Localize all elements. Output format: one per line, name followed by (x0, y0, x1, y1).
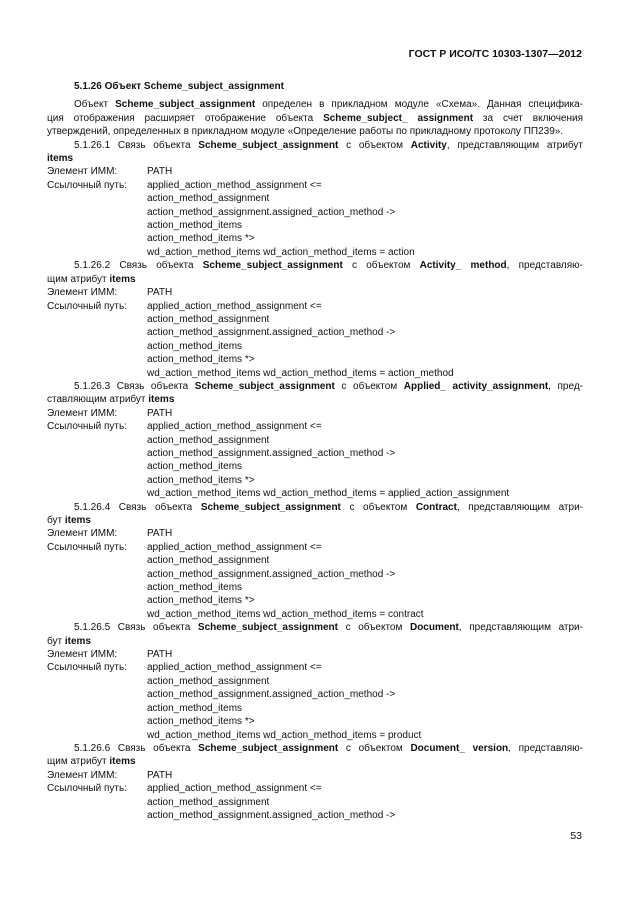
subsection-title: 5.1.26.2 Связь объекта Scheme_subject_assignment с объектом Activity_ method, представляю- (74, 260, 583, 272)
subsection-5-1-26-5 (47, 621, 583, 742)
subsection-title: 5.1.26.1 Связь объекта Scheme_subject_assignment с объектом Activity, представляющим атрибут (74, 139, 583, 151)
path-line: action_method_assignment.assigned_action_method -> (147, 206, 396, 218)
subsection-title-cont: бут items (47, 515, 91, 526)
path-line: wd_action_method_items wd_action_method_items = applied_action_assignment (147, 488, 510, 500)
aim-element-row: Элемент ИММ: PATH (47, 287, 173, 299)
subsection-title-cont: items (47, 153, 74, 165)
path-line: action_method_items (147, 340, 243, 352)
path-line: action_method_assignment.assigned_action_method -> (147, 327, 396, 339)
ref-path-row: Ссылочный путь: applied_action_method_assignment <= (47, 783, 322, 795)
subsection-5-1-26-6 (47, 742, 583, 822)
aim-element-row: Элемент ИММ: PATH (47, 769, 173, 781)
subsection-title: 5.1.26.6 Связь объекта Scheme_subject_assignment с объектом Document_ version, представляю- (74, 742, 583, 754)
path-line: action_method_items *> (147, 233, 255, 245)
path-line: wd_action_method_items wd_action_method_items = action (147, 246, 415, 258)
path-line: wd_action_method_items wd_action_method_items = contract (147, 608, 424, 620)
subsection-title-cont: щим атрибут items (47, 756, 136, 768)
path-line: wd_action_method_items wd_action_method_items = product (147, 729, 422, 741)
subsection-5-1-26-3 (47, 380, 583, 501)
subsection-5-1-26-4 (47, 501, 583, 622)
subsection-title-cont: щим атрибут items (47, 273, 136, 285)
page-number: 53 (570, 830, 582, 842)
path-line: action_method_assignment.assigned_action_method -> (147, 689, 396, 701)
subsection-title: 5.1.26.5 Связь объекта Scheme_subject_assignment с объектом Document, представляющим атри- (74, 622, 583, 634)
path-line: action_method_items *> (147, 595, 255, 607)
path-line: action_method_assignment (147, 555, 270, 567)
subsection-title: 5.1.26.4 Связь объекта Scheme_subject_assignment с объектом Contract, представляющим атри- (74, 501, 583, 513)
ref-path-row: Ссылочный путь: applied_action_method_assignment <= (47, 300, 322, 312)
section-heading: 5.1.26 Объект Scheme_subject_assignment (74, 81, 284, 92)
path-line: wd_action_method_items wd_action_method_items = action_method (147, 367, 454, 379)
aim-element-row: Элемент ИММ: PATH (47, 166, 173, 178)
intro-line: Объект Scheme_subject_assignment определен в прикладном модуле «Схема». Данная специфика- (74, 99, 583, 111)
path-line: action_method_assignment (147, 675, 270, 687)
path-line: action_method_items *> (147, 474, 255, 486)
path-line: action_method_items (147, 702, 243, 714)
path-line: action_method_assignment (147, 796, 270, 808)
path-line: action_method_assignment (147, 193, 270, 205)
ref-path-row: Ссылочный путь: applied_action_method_assignment <= (47, 662, 322, 674)
path-line: action_method_items (147, 582, 243, 594)
path-line: action_method_assignment.assigned_action_method -> (147, 809, 396, 821)
path-line: action_method_items (147, 461, 243, 473)
path-line: action_method_items (147, 220, 243, 232)
ref-path-row: Ссылочный путь: applied_action_method_assignment <= (47, 421, 322, 433)
document-body (47, 80, 583, 822)
ref-path-row: Ссылочный путь: applied_action_method_assignment <= (47, 541, 322, 553)
aim-element-row: Элемент ИММ: PATH (47, 649, 173, 661)
subsection-title: 5.1.26.3 Связь объекта Scheme_subject_assignment с объектом Applied_ activity_assignment, пред- (74, 380, 583, 392)
path-line: action_method_assignment (147, 313, 270, 325)
subsection-title-cont: бут items (47, 635, 91, 647)
subsection-5-1-26-2 (47, 259, 583, 380)
intro-line: ция отображения расширяет отображение объекта Scheme_subject_ assignment за счет включения (47, 112, 583, 124)
intro-paragraph (47, 98, 583, 138)
path-line: action_method_items *> (147, 716, 255, 728)
path-line: action_method_assignment.assigned_action_method -> (147, 447, 396, 459)
aim-element-row: Элемент ИММ: PATH (47, 528, 173, 540)
subsection-title-cont: ставляющим атрибут items (47, 394, 175, 406)
ref-path-row: Ссылочный путь: applied_action_method_assignment <= (47, 179, 322, 191)
subsection-5-1-26-1 (47, 139, 583, 260)
aim-element-row: Элемент ИММ: PATH (47, 407, 173, 419)
document-header: ГОСТ Р ИСО/ТС 10303-1307—2012 (408, 48, 582, 60)
path-line: action_method_assignment.assigned_action_method -> (147, 568, 396, 580)
intro-line: утверждений, определенных в прикладном модуле «Определение работы по прикладному протоколу ПП239». (47, 126, 564, 138)
path-line: action_method_items *> (147, 354, 255, 366)
path-line: action_method_assignment (147, 434, 270, 446)
